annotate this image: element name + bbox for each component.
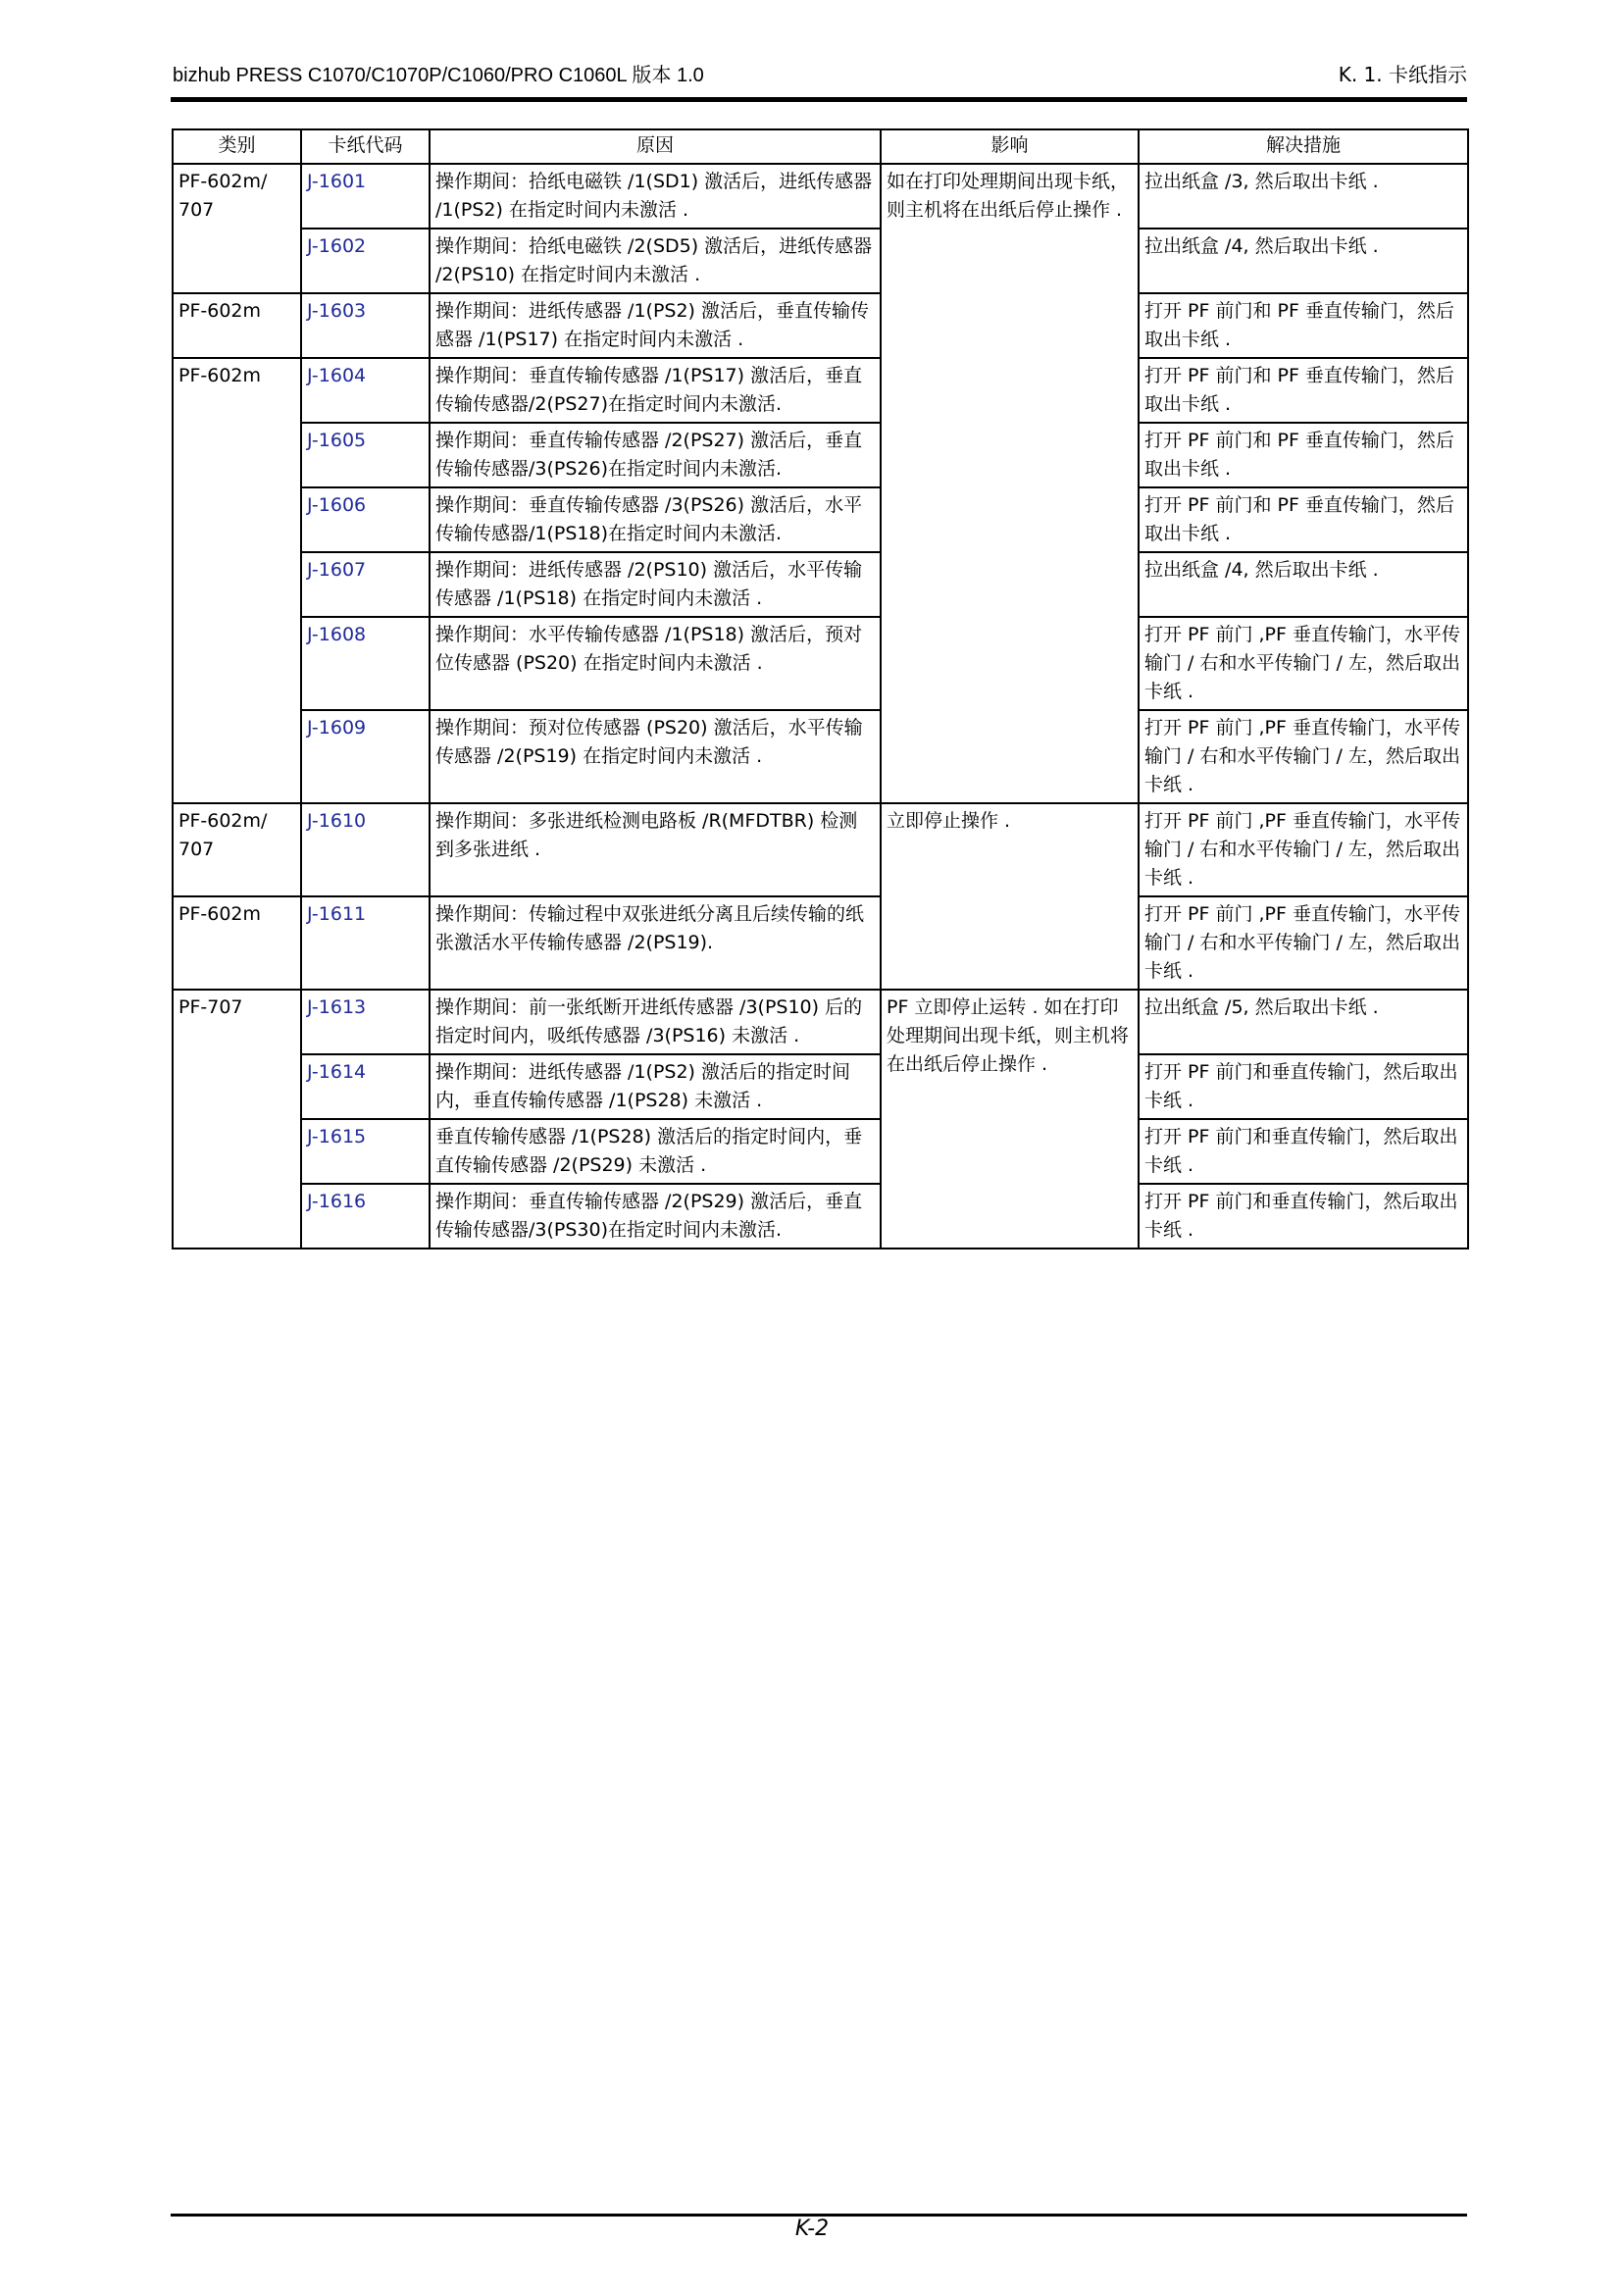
cause-cell: 操作期间：传输过程中双张进纸分离且后续传输的纸张激活水平传输传感器 /2(PS19).	[430, 896, 881, 990]
solution-cell: 打开 PF 前门 ,PF 垂直传输门，水平传输门 / 右和水平传输门 / 左，然后取出卡纸 .	[1139, 803, 1468, 896]
table-row	[173, 229, 1468, 293]
table-row	[173, 896, 1468, 990]
column-header-jam-code: 卡纸代码	[301, 129, 430, 164]
cause-cell: 操作期间：前一张纸断开进纸传感器 /3(PS10) 后的指定时间内，吸纸传感器 /3(PS16) 未激活 .	[430, 990, 881, 1054]
column-header-category: 类别	[173, 129, 301, 164]
table-row	[173, 990, 1468, 1054]
solution-cell: 打开 PF 前门 ,PF 垂直传输门，水平传输门 / 右和水平传输门 / 左，然后取出卡纸 .	[1139, 617, 1468, 710]
cause-cell: 操作期间：垂直传输传感器 /2(PS27) 激活后，垂直传输传感器/3(PS26)在指定时间内未激活.	[430, 423, 881, 487]
header-divider	[171, 97, 1467, 102]
solution-cell: 打开 PF 前门和垂直传输门，然后取出卡纸 .	[1139, 1119, 1468, 1184]
category-cell: PF-602m/ 707	[173, 164, 301, 293]
cause-cell: 操作期间：垂直传输传感器 /3(PS26) 激活后，水平传输传感器/1(PS18)在指定时间内未激活.	[430, 487, 881, 552]
table-row	[173, 423, 1468, 487]
document-header-title: bizhub PRESS C1070/C1070P/C1060/PRO C1060L 版本 1.0	[173, 65, 704, 86]
jam-code-link[interactable]: J-1608	[301, 617, 430, 710]
category-cell: PF-602m	[173, 896, 301, 990]
solution-cell: 打开 PF 前门 ,PF 垂直传输门，水平传输门 / 右和水平传输门 / 左，然后取出卡纸 .	[1139, 710, 1468, 803]
jam-code-link[interactable]: J-1614	[301, 1054, 430, 1119]
section-heading: K. 1. 卡纸指示	[1338, 63, 1467, 86]
effect-cell: PF 立即停止运转 . 如在打印处理期间出现卡纸，则主机将在出纸后停止操作 .	[881, 990, 1139, 1249]
column-header-cause: 原因	[430, 129, 881, 164]
cause-cell: 操作期间：进纸传感器 /2(PS10) 激活后，水平传输传感器 /1(PS18) 在指定时间内未激活 .	[430, 552, 881, 617]
table-row	[173, 617, 1468, 710]
solution-cell: 拉出纸盒 /4, 然后取出卡纸 .	[1139, 229, 1468, 293]
jam-code-table	[172, 128, 1469, 1249]
table-row	[173, 293, 1468, 358]
jam-code-link[interactable]: J-1616	[301, 1184, 430, 1249]
table-row	[173, 358, 1468, 423]
jam-code-link[interactable]: J-1613	[301, 990, 430, 1054]
jam-code-link[interactable]: J-1615	[301, 1119, 430, 1184]
cause-cell: 垂直传输传感器 /1(PS28) 激活后的指定时间内，垂直传输传感器 /2(PS29) 未激活 .	[430, 1119, 881, 1184]
page-number: K-2	[794, 2217, 830, 2241]
jam-code-link[interactable]: J-1603	[301, 293, 430, 358]
jam-code-link[interactable]: J-1611	[301, 896, 430, 990]
solution-cell: 打开 PF 前门和垂直传输门，然后取出卡纸 .	[1139, 1054, 1468, 1119]
category-cell: PF-602m	[173, 293, 301, 358]
cause-cell: 操作期间：水平传输传感器 /1(PS18) 激活后，预对位传感器 (PS20) 在指定时间内未激活 .	[430, 617, 881, 710]
solution-cell: 打开 PF 前门和 PF 垂直传输门，然后取出卡纸 .	[1139, 487, 1468, 552]
cause-cell: 操作期间：多张进纸检测电路板 /R(MFDTBR) 检测到多张进纸 .	[430, 803, 881, 896]
jam-code-link[interactable]: J-1602	[301, 229, 430, 293]
jam-code-link[interactable]: J-1601	[301, 164, 430, 229]
table-row	[173, 487, 1468, 552]
column-header-solution: 解决措施	[1139, 129, 1468, 164]
jam-code-link[interactable]: J-1604	[301, 358, 430, 423]
cause-cell: 操作期间：进纸传感器 /1(PS2) 激活后的指定时间内，垂直传输传感器 /1(PS28) 未激活 .	[430, 1054, 881, 1119]
solution-cell: 拉出纸盒 /4, 然后取出卡纸 .	[1139, 552, 1468, 617]
table-row	[173, 803, 1468, 896]
category-cell: PF-707	[173, 990, 301, 1249]
effect-cell: 如在打印处理期间出现卡纸，则主机将在出纸后停止操作 .	[881, 164, 1139, 803]
table-row	[173, 1119, 1468, 1184]
jam-code-link[interactable]: J-1610	[301, 803, 430, 896]
cause-cell: 操作期间：预对位传感器 (PS20) 激活后，水平传输传感器 /2(PS19) 在指定时间内未激活 .	[430, 710, 881, 803]
jam-code-link[interactable]: J-1606	[301, 487, 430, 552]
table-row	[173, 552, 1468, 617]
table-row	[173, 1184, 1468, 1249]
table-row	[173, 710, 1468, 803]
solution-cell: 打开 PF 前门 ,PF 垂直传输门，水平传输门 / 右和水平传输门 / 左，然后取出卡纸 .	[1139, 896, 1468, 990]
solution-cell: 打开 PF 前门和垂直传输门，然后取出卡纸 .	[1139, 1184, 1468, 1249]
jam-code-link[interactable]: J-1605	[301, 423, 430, 487]
column-header-effect: 影响	[881, 129, 1139, 164]
category-cell: PF-602m	[173, 358, 301, 803]
cause-cell: 操作期间：垂直传输传感器 /2(PS29) 激活后，垂直传输传感器/3(PS30)在指定时间内未激活.	[430, 1184, 881, 1249]
jam-code-link[interactable]: J-1609	[301, 710, 430, 803]
solution-cell: 拉出纸盒 /5, 然后取出卡纸 .	[1139, 990, 1468, 1054]
category-cell: PF-602m/ 707	[173, 803, 301, 896]
effect-cell: 立即停止操作 .	[881, 803, 1139, 990]
solution-cell: 打开 PF 前门和 PF 垂直传输门，然后取出卡纸 .	[1139, 423, 1468, 487]
table-row	[173, 1054, 1468, 1119]
table-header-row	[173, 129, 1468, 164]
solution-cell: 打开 PF 前门和 PF 垂直传输门，然后取出卡纸 .	[1139, 358, 1468, 423]
solution-cell: 打开 PF 前门和 PF 垂直传输门，然后取出卡纸 .	[1139, 293, 1468, 358]
solution-cell: 拉出纸盒 /3, 然后取出卡纸 .	[1139, 164, 1468, 229]
cause-cell: 操作期间：垂直传输传感器 /1(PS17) 激活后，垂直传输传感器/2(PS27)在指定时间内未激活.	[430, 358, 881, 423]
cause-cell: 操作期间：拾纸电磁铁 /1(SD1) 激活后，进纸传感器 /1(PS2) 在指定时间内未激活 .	[430, 164, 881, 229]
jam-code-link[interactable]: J-1607	[301, 552, 430, 617]
cause-cell: 操作期间：进纸传感器 /1(PS2) 激活后，垂直传输传感器 /1(PS17) 在指定时间内未激活 .	[430, 293, 881, 358]
cause-cell: 操作期间：拾纸电磁铁 /2(SD5) 激活后，进纸传感器 /2(PS10) 在指定时间内未激活 .	[430, 229, 881, 293]
table-row	[173, 164, 1468, 229]
